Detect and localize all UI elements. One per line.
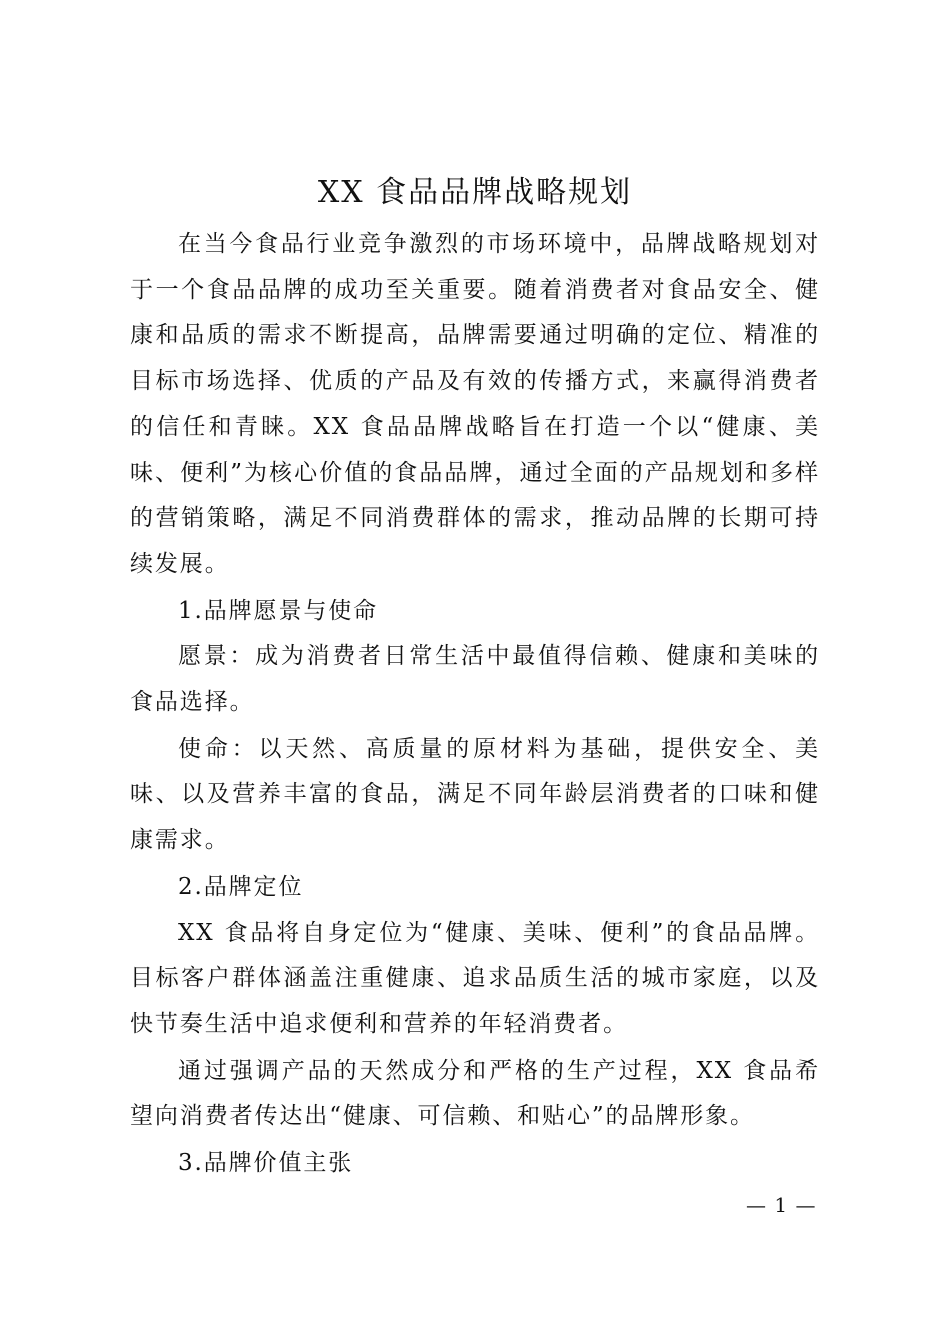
positioning-paragraph: XX 食品将自身定位为“健康、美味、便利”的食品品牌。目标客户群体涵盖注重健康、追求品质生活的城市家庭，以及快节奏生活中追求便利和营养的年轻消费者。	[130, 919, 820, 1037]
page-number: — 1 —	[746, 1193, 817, 1217]
intro-paragraph: 在当今食品行业竞争激烈的市场环境中，品牌战略规划对于一个食品品牌的成功至关重要。随着消费者对食品安全、健康和品质的需求不断提高，品牌需要通过明确的定位、精准的目标市场选择、优质的产品及有效的传播方式，来赢得消费者的信任和青睐。XX 食品品牌战略旨在打造一个以“健康、美味、便利”为核心价值的食品品牌，通过全面的产品规划和多样的营销策略，满足不同消费群体的需求，推动品牌的长期可持续发展。	[130, 231, 820, 577]
mission-paragraph: 使命：以天然、高质量的原材料为基础，提供安全、美味、以及营养丰富的食品，满足不同年龄层消费者的口味和健康需求。	[130, 735, 820, 854]
brand-image-paragraph: 通过强调产品的天然成分和严格的生产过程，XX 食品希望向消费者传达出“健康、可信赖、和贴心”的品牌形象。	[130, 1057, 820, 1130]
document-body	[130, 222, 820, 1187]
document-title: XX 食品品牌战略规划	[317, 175, 633, 210]
section-heading-value-proposition: 3.品牌价值主张	[178, 1150, 354, 1177]
vision-paragraph: 愿景：成为消费者日常生活中最值得信赖、健康和美味的食品选择。	[130, 643, 820, 716]
section-heading-positioning: 2.品牌定位	[178, 873, 304, 900]
section-heading-vision-mission: 1.品牌愿景与使命	[178, 597, 379, 624]
